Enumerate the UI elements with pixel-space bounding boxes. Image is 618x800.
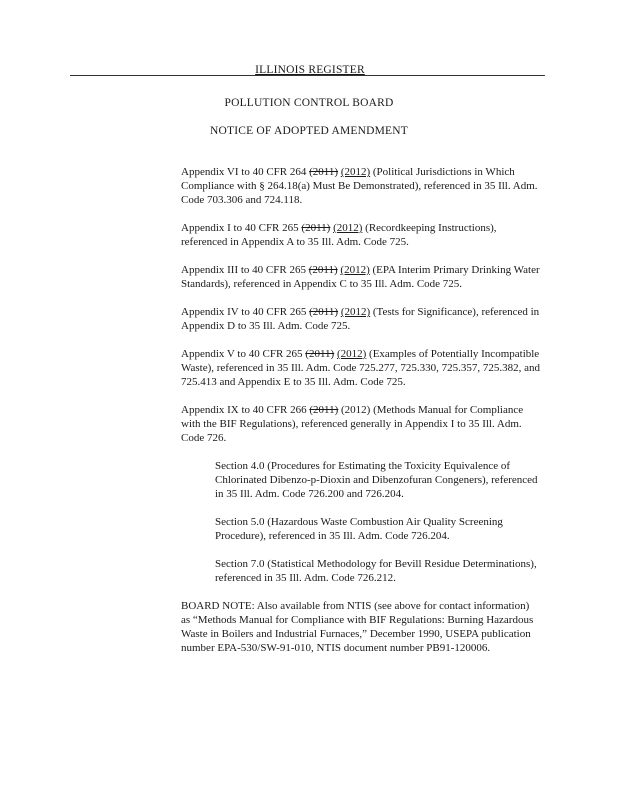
register-title: ILLINOIS REGISTER: [255, 64, 365, 76]
board-title: POLLUTION CONTROL BOARD: [224, 97, 394, 109]
added-year: (2012): [336, 348, 367, 360]
added-year: (2012): [341, 404, 371, 416]
board-note: BOARD NOTE: Also available from NTIS (see above for contact information) as “Methods Manual for Compliance with BIF Regulations: Burning Hazardous Waste in Boilers and Industrial Furnaces,” December 1990, USEPA publication number EPA-530/SW-91-010, NTIS document number PB91-120006.: [181, 600, 534, 654]
appendix-item-i-265: Appendix I to 40 CFR 265 (2011) (2012) (Recordkeeping Instructions), referenced in Appendix A to 35 Ill. Adm. Code 725.: [181, 222, 497, 248]
document-body: [181, 165, 541, 655]
appendix-item-iii-265: Appendix III to 40 CFR 265 (2011) (2012) (EPA Interim Primary Drinking Water Standards), referenced in Appendix C to 35 Ill. Adm. Code 725.: [181, 264, 540, 290]
appendix-item-ix-266: Appendix IX to 40 CFR 266 (2011) (2012) (Methods Manual for Compliance with the BIF Regulations), referenced generally in Appendix I to 35 Ill. Adm. Code 726.: [181, 404, 524, 444]
section-4-item: Section 4.0 (Procedures for Estimating the Toxicity Equivalence of Chlorinated Dibenzo-p-Dioxin and Dibenzofuran Congeners), referenced in 35 Ill. Adm. Code 726.200 and 726.204.: [215, 460, 538, 500]
added-year: (2012): [340, 306, 371, 318]
added-year: (2012): [340, 264, 370, 276]
added-year: (2012): [333, 222, 363, 234]
deleted-year: (2011): [305, 348, 335, 360]
section-5-item: Section 5.0 (Hazardous Waste Combustion Air Quality Screening Procedure), referenced in 35 Ill. Adm. Code 726.204.: [215, 516, 503, 542]
deleted-year: (2011): [308, 264, 338, 276]
deleted-year: (2011): [309, 306, 339, 318]
added-year: (2012): [340, 166, 371, 178]
notice-title: NOTICE OF ADOPTED AMENDMENT: [209, 125, 409, 137]
deleted-year: (2011): [309, 166, 339, 178]
appendix-item-vi-264: Appendix VI to 40 CFR 264 (2011) (2012) (Political Jurisdictions in Which Compliance with § 264.18(a) Must Be Demonstrated), referenced in 35 Ill. Adm. Code 703.306 and 724.118.: [181, 166, 538, 206]
deleted-year: (2011): [309, 404, 339, 416]
deleted-year: (2011): [301, 222, 331, 234]
appendix-item-v-265: Appendix V to 40 CFR 265 (2011) (2012) (Examples of Potentially Incompatible Waste), referenced in 35 Ill. Adm. Code 725.277, 725.330, 725.357, 725.382, and 725.413 and Appendix E to 35 Ill. Adm. Code 725.: [181, 348, 540, 388]
section-7-item: Section 7.0 (Statistical Methodology for Bevill Residue Determinations), referenced in 35 Ill. Adm. Code 726.212.: [215, 558, 537, 584]
appendix-item-iv-265: Appendix IV to 40 CFR 265 (2011) (2012) (Tests for Significance), referenced in Appendix D to 35 Ill. Adm. Code 725.: [181, 306, 540, 332]
